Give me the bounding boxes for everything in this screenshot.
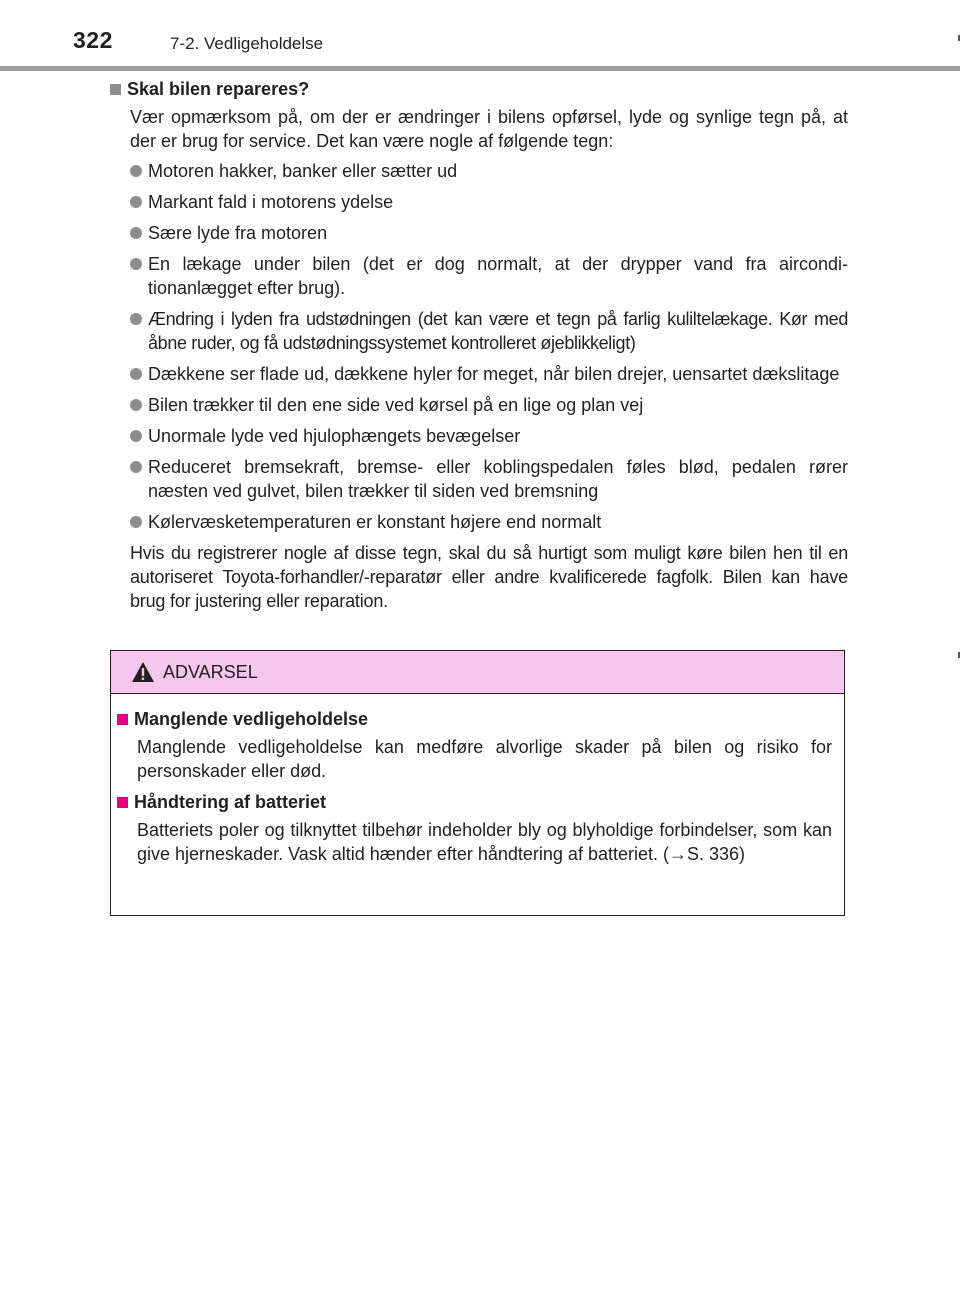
warning-body: [111, 694, 844, 866]
list-item-text: Kølervæsketemperaturen er konstant højere end normalt: [148, 512, 602, 532]
bullet-dot-icon: [130, 165, 142, 177]
list-item-text: Motoren hakker, banker eller sætter ud: [148, 161, 458, 181]
header-rule: [0, 66, 960, 71]
list-item: [130, 307, 848, 355]
bullet-dot-icon: [130, 430, 142, 442]
closing-paragraph: Hvis du registrerer nogle af disse tegn, skal du så hurtigt som muligt køre bilen hen til en autoriseret Toyota-forhandler/-reparatør eller andre kvalificerede fagfolk. Bilen kan have brug for justering eller reparation.: [130, 543, 848, 611]
pink-square-icon: [117, 714, 128, 725]
list-item: [130, 362, 848, 386]
bullet-dot-icon: [130, 461, 142, 473]
bullet-dot-icon: [130, 313, 142, 325]
bullet-dot-icon: [130, 196, 142, 208]
list-item-text: Bilen trækker til den ene side ved kørsel på en lige og plan vej: [148, 395, 644, 415]
list-item: [130, 455, 848, 503]
list-item-text: En lækage under bilen (det er dog normalt, at der drypper vand fra aircondi-tionanlægget efter brug).: [148, 254, 848, 298]
list-item-text: Markant fald i motorens ydelse: [148, 192, 394, 212]
warning-item-heading: [117, 789, 832, 815]
intro-paragraph: Vær opmærksom på, om der er ændringer i bilens opførsel, lyde og synlige tegn på, at der er brug for service. Det kan være nogle af følgende tegn:: [130, 107, 848, 151]
list-item: [130, 252, 848, 300]
list-item: [130, 393, 848, 417]
bullet-dot-icon: [130, 516, 142, 528]
symptom-list: [130, 159, 848, 534]
section-heading-text: Skal bilen repareres?: [127, 79, 310, 99]
warning-item-heading: [117, 706, 832, 732]
list-item-text: Dækkene ser flade ud, dækkene hyler for meget, når bilen drejer, uensartet dækslitage: [148, 364, 840, 384]
main-content: [110, 76, 848, 613]
section-heading: [110, 76, 848, 102]
grey-square-icon: [110, 84, 121, 95]
list-item-text: Ændring i lyden fra udstødningen (det kan være et tegn på farlig kuliltelækage. Kør med åbne ruder, og få udstødningssystemet kontrolleret øjeblikkeligt): [148, 309, 848, 353]
warning-triangle-icon: [131, 661, 155, 683]
pink-square-icon: [117, 797, 128, 808]
warning-item-text: Batteriets poler og tilknyttet tilbehør indeholder bly og blyholdige forbindelser, som kan give hjerneskader. Vask altid hænder efter håndtering af batteriet. (→S. 336): [137, 820, 832, 864]
list-item-text: Sære lyde fra motoren: [148, 223, 328, 243]
list-item: [130, 221, 848, 245]
list-item: [130, 190, 848, 214]
warning-header: [111, 651, 844, 694]
list-item: [130, 510, 848, 534]
bullet-dot-icon: [130, 399, 142, 411]
warning-item-heading-text: Håndtering af batteriet: [134, 792, 327, 812]
page-number: 322: [73, 27, 113, 53]
bullet-dot-icon: [130, 368, 142, 380]
list-item: [130, 159, 848, 183]
warning-title: ADVARSEL: [163, 661, 258, 682]
list-item-text: Reduceret bremsekraft, bremse- eller koblingspedalen føles blød, pedalen rører næsten ved gulvet, bilen trækker til siden ved bremsning: [148, 457, 848, 501]
list-item: [130, 424, 848, 448]
warning-item-heading-text: Manglende vedligeholdelse: [134, 709, 369, 729]
bullet-dot-icon: [130, 258, 142, 270]
bullet-dot-icon: [130, 227, 142, 239]
list-item-text: Unormale lyde ved hjulophængets bevægelser: [148, 426, 521, 446]
section-title: 7-2. Vedligeholdelse: [170, 34, 324, 53]
warning-item-text: Manglende vedligeholdelse kan medføre alvorlige skader på bilen og risiko for personskader eller død.: [137, 737, 832, 781]
warning-box: [110, 650, 845, 916]
